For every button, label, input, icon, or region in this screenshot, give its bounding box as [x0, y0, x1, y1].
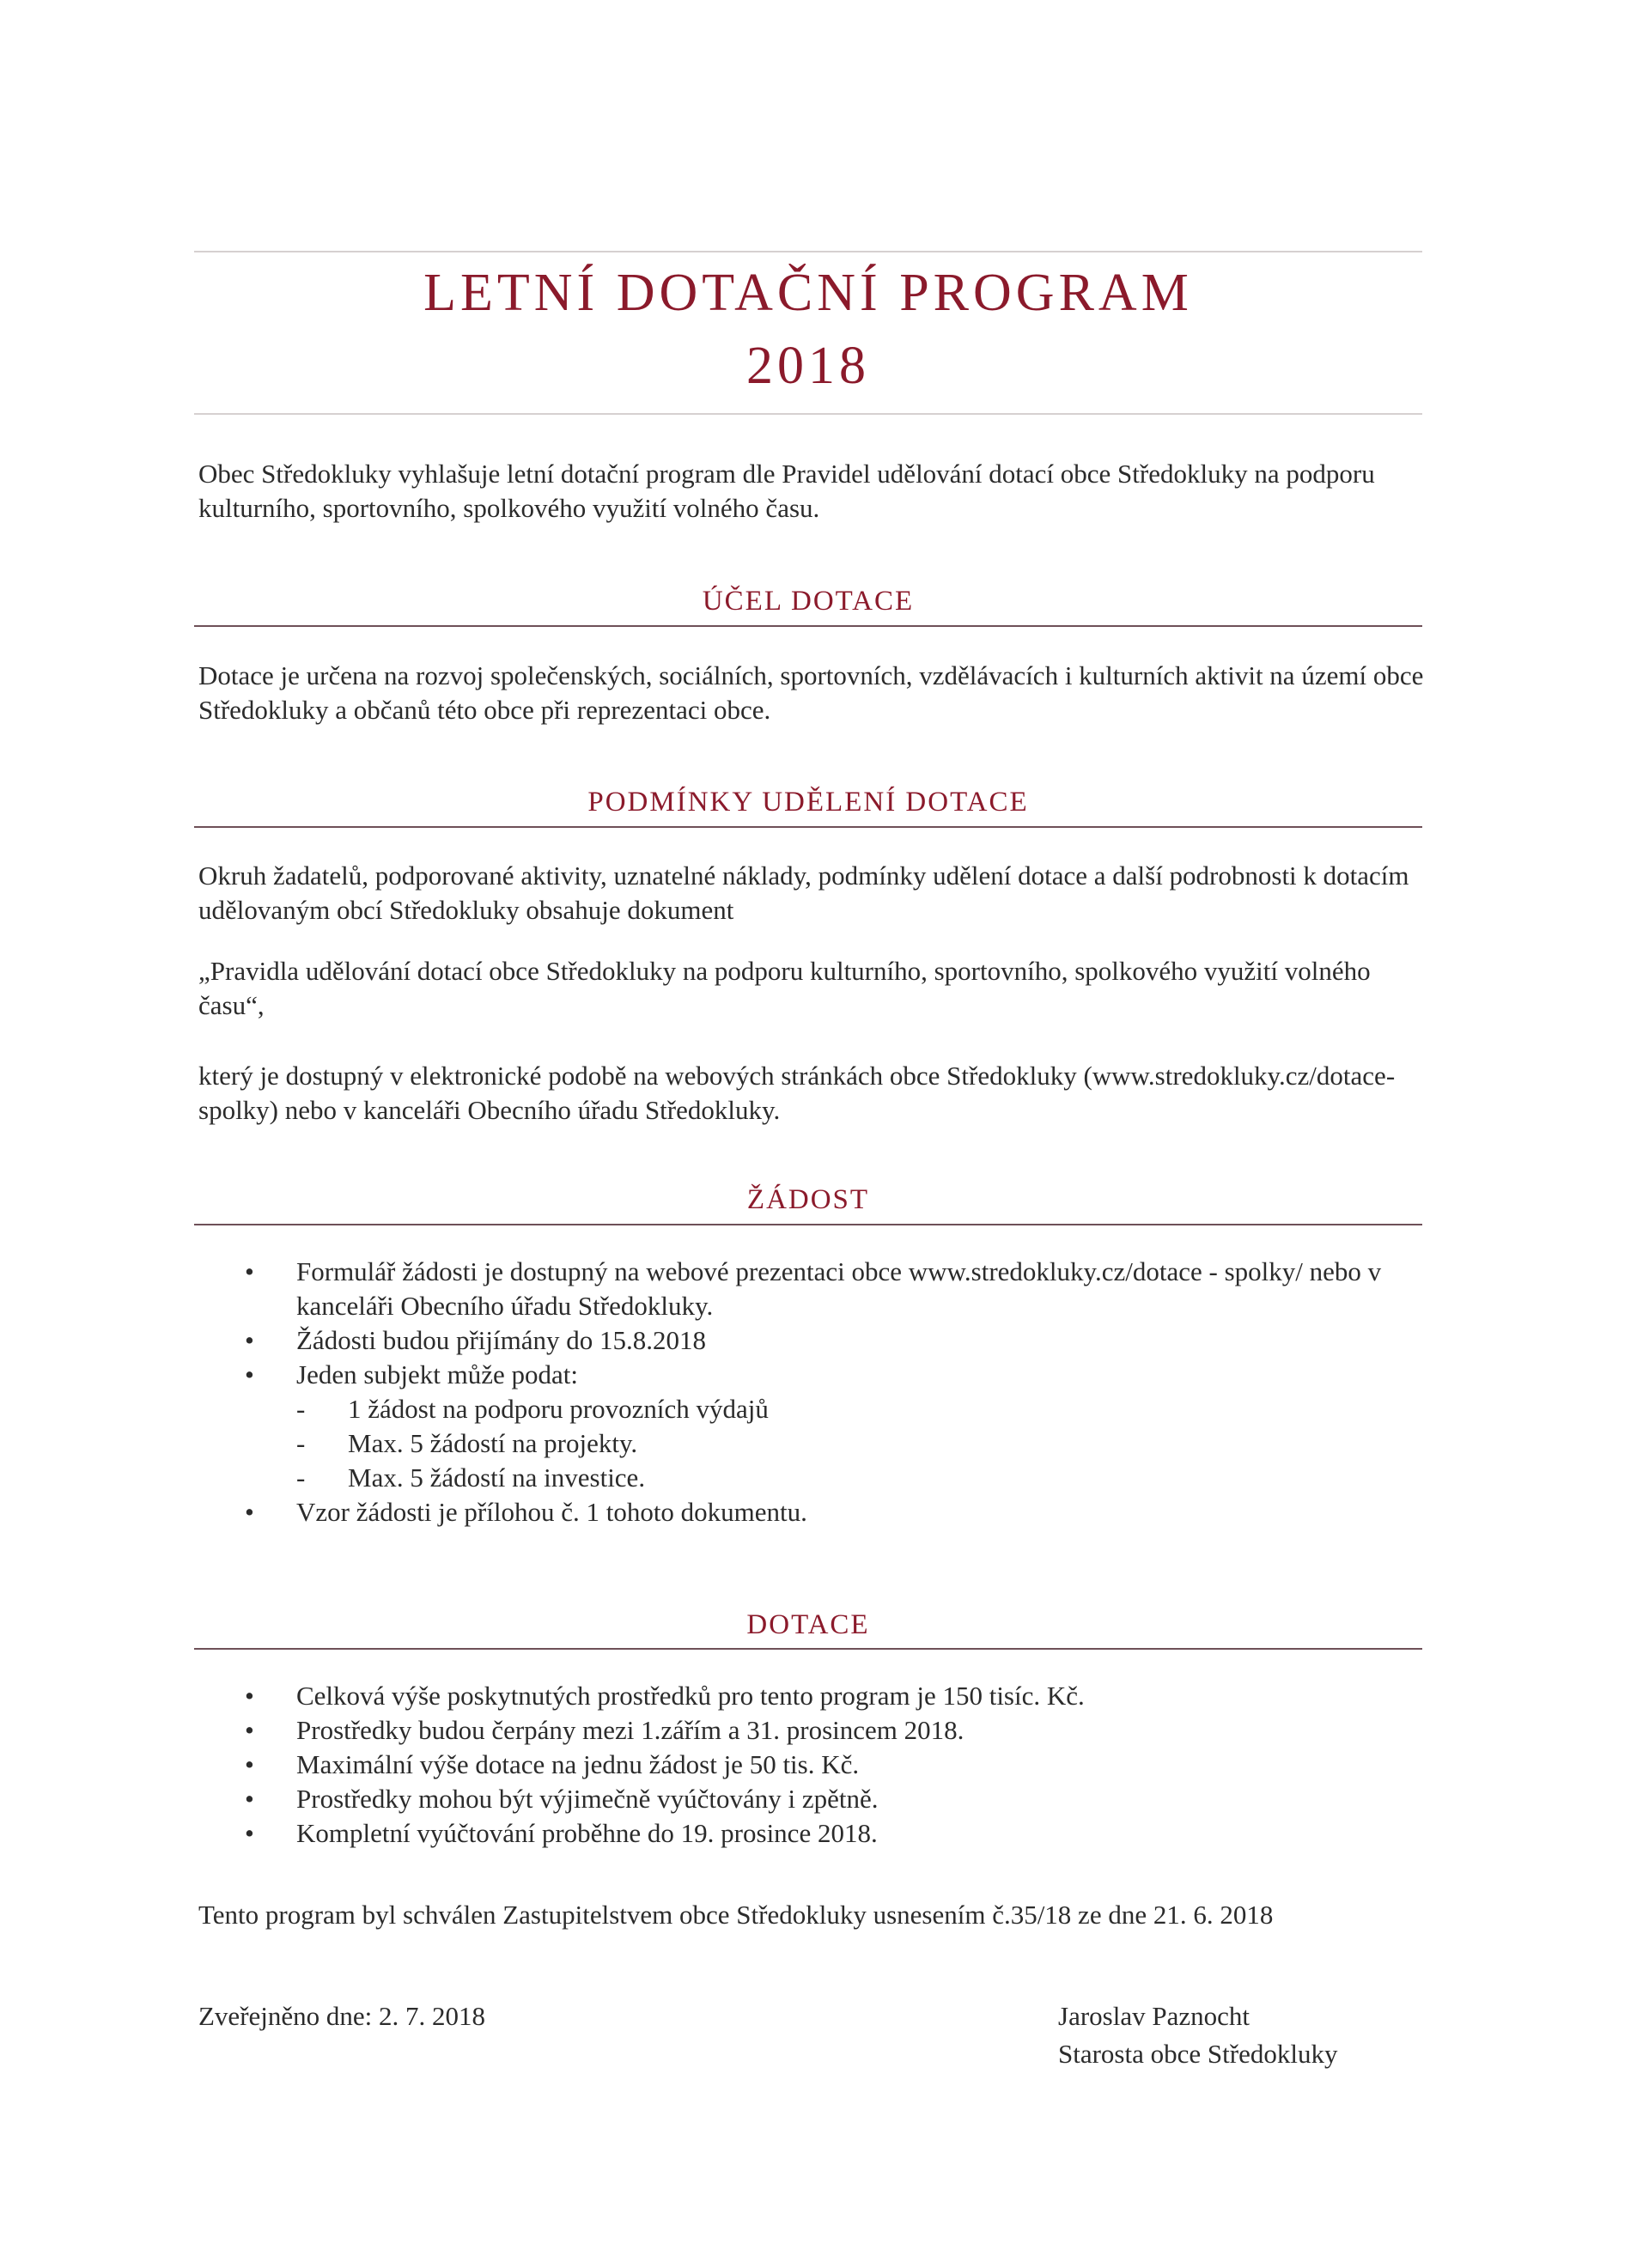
- list-item: • Kompletní vyúčtování proběhne do 19. prosince 2018.: [245, 1816, 1430, 1851]
- podminky-paragraph-2: „Pravidla udělování dotací obce Středokluky na podporu kulturního, sportovního, spolkového využití volného času“,: [198, 956, 1371, 1020]
- section-heading-podminky: PODMÍNKY UDĚLENÍ DOTACE: [587, 787, 1029, 818]
- bullet-icon: •: [245, 1359, 254, 1389]
- list-item: • Vzor žádosti je přílohou č. 1 tohoto dokumentu.: [245, 1495, 1421, 1529]
- list-item: • Prostředky mohou být výjimečně vyúčtovány i zpětně.: [245, 1782, 1430, 1816]
- ucel-paragraph: Dotace je určena na rozvoj společenských, sociálních, sportovních, vzdělávacích i kulturních aktivit na území obce Středokluky a občanů této obce při reprezentaci obce.: [198, 660, 1424, 725]
- dotace-list: [245, 1679, 1430, 1851]
- podminky-paragraph-1: Okruh žadatelů, podporované aktivity, uznatelné náklady, podmínky udělení dotace a další podrobnosti k dotacím udělovaným obcí Středokluky obsahuje dokument: [198, 860, 1409, 925]
- section-heading-dotace: DOTACE: [746, 1609, 870, 1640]
- section-rule-podminky: [194, 826, 1422, 828]
- bullet-icon: •: [245, 1325, 254, 1355]
- section-rule-dotace: [194, 1648, 1422, 1650]
- dash-icon: -: [296, 1462, 306, 1493]
- section-rule-ucel: [194, 625, 1422, 627]
- section-heading-ucel: ÚČEL DOTACE: [702, 586, 915, 617]
- bullet-icon: •: [245, 1497, 254, 1527]
- bullet-icon: •: [245, 1749, 254, 1779]
- section-rule-zadost: [194, 1224, 1422, 1225]
- intro-paragraph: Obec Středokluky vyhlašuje letní dotační program dle Pravidel udělování dotací obce Středokluky na podporu kulturního, sportovního, spolkového využití volného času.: [198, 459, 1375, 523]
- dash-icon: -: [296, 1394, 306, 1424]
- list-item: • Formulář žádosti je dostupný na webové prezentaci obce www.stredokluky.cz/dotace - spolky/ nebo v kanceláři Obecního úřadu Středokluky.: [245, 1256, 1382, 1321]
- document-title-year: 2018: [746, 337, 870, 395]
- bullet-icon: •: [245, 1715, 254, 1745]
- zadost-sub-list: [296, 1392, 1421, 1495]
- section-heading-zadost: ŽÁDOST: [746, 1184, 870, 1215]
- published-date: Zveřejněno dne: 2. 7. 2018: [198, 2001, 486, 2031]
- bullet-icon: •: [245, 1681, 254, 1711]
- bullet-icon: •: [245, 1818, 254, 1848]
- signature-role: Starosta obce Středokluky: [1058, 2039, 1338, 2069]
- signature-name: Jaroslav Paznocht: [1058, 2001, 1250, 2031]
- dash-icon: -: [296, 1428, 306, 1458]
- list-item: • Prostředky budou čerpány mezi 1.zářím a 31. prosincem 2018.: [245, 1713, 1430, 1748]
- zadost-list: [245, 1255, 1421, 1529]
- sub-list-item: - Max. 5 žádostí na investice.: [296, 1461, 1421, 1495]
- approval-paragraph: Tento program byl schválen Zastupitelstvem obce Středokluky usnesením č.35/18 ze dne 21. 6. 2018: [198, 1900, 1274, 1930]
- list-item: • Žádosti budou přijímány do 15.8.2018: [245, 1323, 1421, 1358]
- list-item: • Celková výše poskytnutých prostředků pro tento program je 150 tisíc. Kč.: [245, 1679, 1430, 1713]
- document-title: LETNÍ DOTAČNÍ PROGRAM: [423, 264, 1193, 322]
- title-bottom-rule: [194, 413, 1422, 415]
- sub-list-item: - 1 žádost na podporu provozních výdajů: [296, 1392, 1421, 1426]
- list-item: • Maximální výše dotace na jednu žádost je 50 tis. Kč.: [245, 1748, 1430, 1782]
- bullet-icon: •: [245, 1784, 254, 1814]
- podminky-paragraph-3: který je dostupný v elektronické podobě na webových stránkách obce Středokluky (www.stredokluky.cz/dotace-spolky) nebo v kanceláři Obecního úřadu Středokluky.: [198, 1061, 1396, 1125]
- list-item: • Jeden subjekt může podat: - 1 žádost na podporu provozních výdajů - Max. 5 žádostí na projekty. - Max. 5 žádostí na investice.: [245, 1358, 1421, 1495]
- sub-list-item: - Max. 5 žádostí na projekty.: [296, 1426, 1421, 1461]
- bullet-icon: •: [245, 1256, 254, 1286]
- title-top-rule: [194, 251, 1422, 252]
